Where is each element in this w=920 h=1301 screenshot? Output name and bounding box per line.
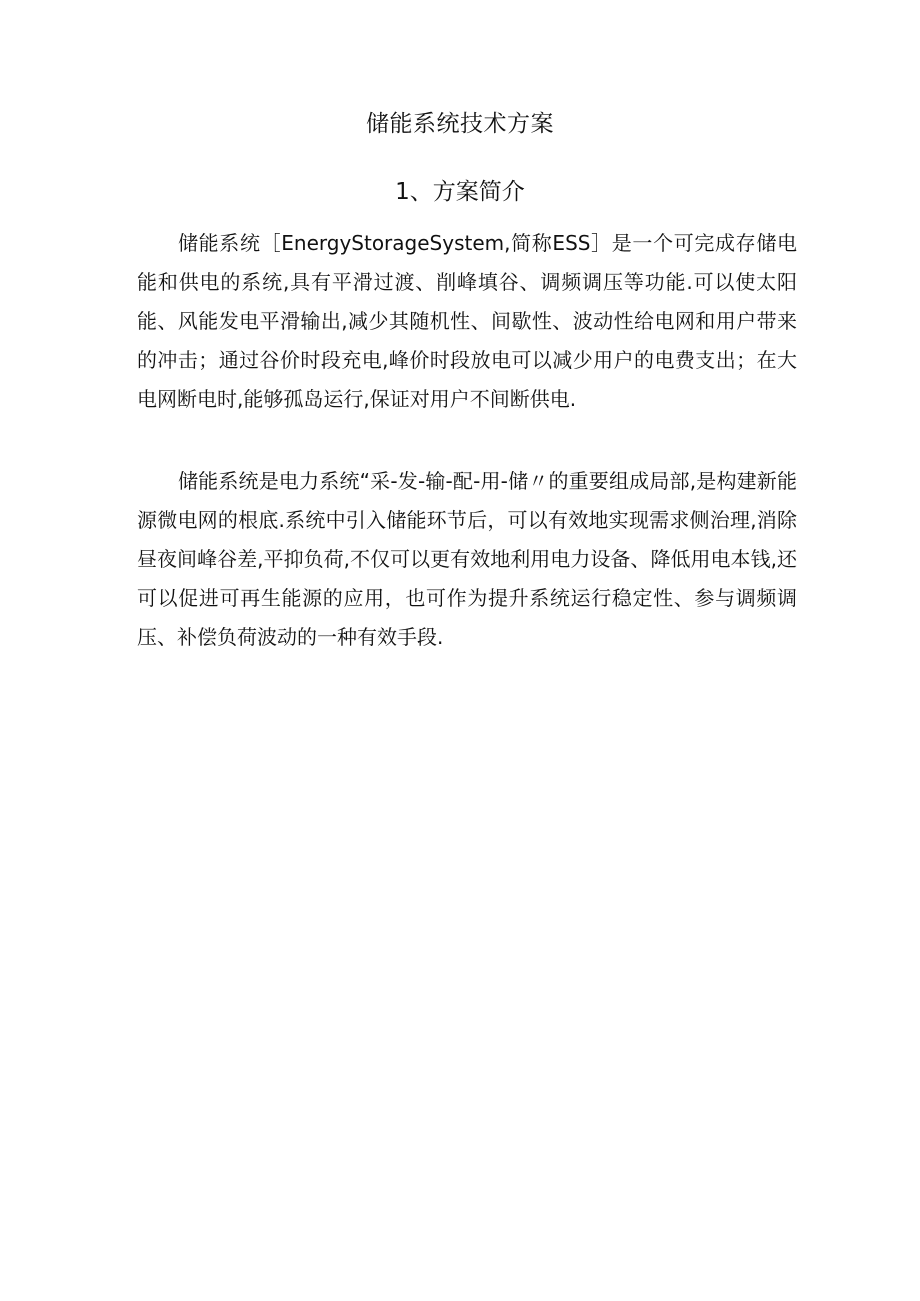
body-paragraph: 储能系统是电力系统“采-发-输-配-用-储〃的重要组成局部,是构建新能源微电网的根底.系统中引入储能环节后，可以有效地实现需求侧治理,消除昼夜间峰谷差,平抑负荷,不仅可以更有效地利用电力设备、降低用电本钱,还可以促进可再生能源的应用，也可作为提升系统运行稳定性、参与调频调压、补偿负荷波动的一种有效手段.: [137, 469, 797, 649]
document-title: 储能系统技术方案: [366, 111, 554, 137]
body-paragraph: 储能系统［EnergyStorageSystem,简称ESS］是一个可完成存储电能和供电的系统,具有平滑过渡、削峰填谷、调频调压等功能.可以使太阳能、风能发电平滑输出,减少其随机性、间歇性、波动性给电网和用户带来的冲击；通过谷价时段充电,峰价时段放电可以减少用户的电费支出；在大电网断电时,能够孤岛运行,保证对用户不间断供电.: [137, 231, 797, 411]
section-heading: 1、方案简介: [395, 179, 525, 205]
